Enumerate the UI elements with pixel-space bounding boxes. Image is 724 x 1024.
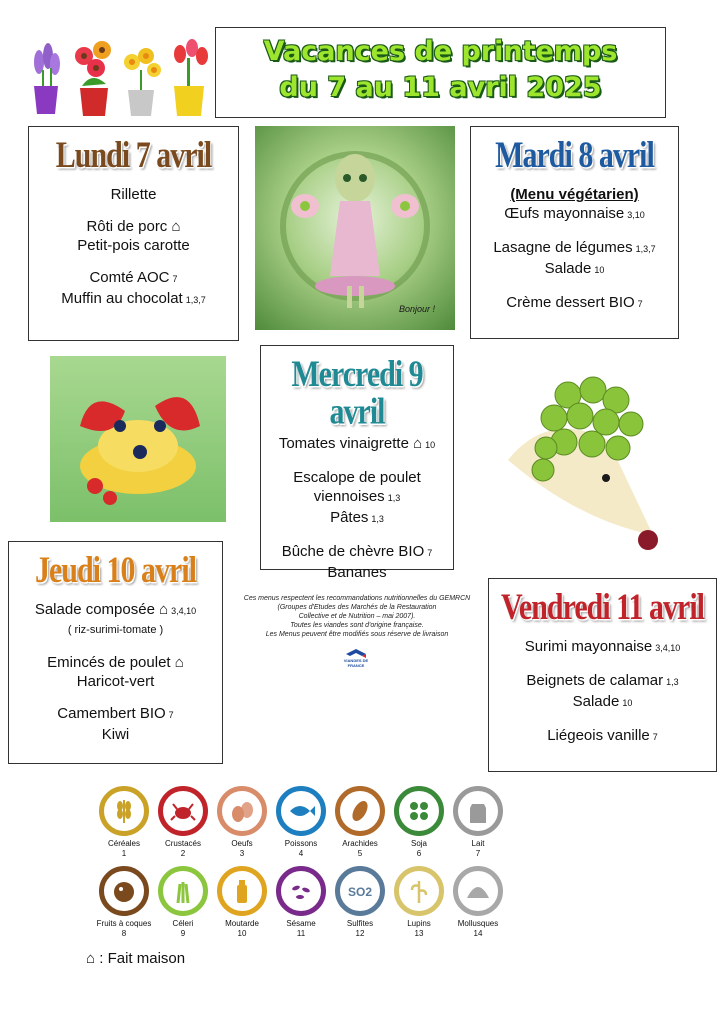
allergen-name: Mollusques [457, 919, 499, 928]
menu-item: Liégeois vanille [547, 727, 650, 744]
menu-item: Petit-pois carotte [77, 237, 190, 254]
allergen-name: Poissons [284, 839, 318, 848]
menu-item: Bananes [327, 564, 387, 581]
menu-item: Rôti de porc ⌂ [86, 218, 181, 235]
allergen-codes: 3,4,10 [171, 606, 197, 616]
shell-icon [453, 866, 503, 916]
allergen-number: 5 [357, 849, 363, 858]
allergen-codes: 1,3,7 [185, 295, 206, 305]
allergen-number: 10 [237, 929, 247, 938]
allergen-number: 9 [180, 929, 186, 938]
allergen-codes: 7 [637, 299, 643, 309]
allergen-codes: 1,3 [371, 514, 384, 524]
allergen-number: 14 [473, 929, 483, 938]
menu-item: Muffin au chocolat [61, 290, 183, 307]
allergen-name: Céleri [172, 919, 194, 928]
day-title-wednesday: Mercredi 9 avril [291, 353, 423, 433]
fish-icon [276, 786, 326, 836]
allergen-codes: 10 [594, 265, 605, 275]
allergen-codes: 3,4,10 [655, 643, 681, 653]
menu-item: Kiwi [101, 726, 130, 743]
day-title-monday: Lundi 7 avril [55, 134, 212, 176]
menu-item: Haricot-vert [76, 673, 155, 690]
celery-icon [158, 866, 208, 916]
peanut-icon [335, 786, 385, 836]
sesame-icon [276, 866, 326, 916]
viandes-de-france-logo [342, 646, 370, 674]
allergen-name: Sésame [286, 919, 316, 928]
allergen-14 [443, 866, 513, 939]
nuts-icon [99, 866, 149, 916]
allergen-number: 13 [414, 929, 424, 938]
soy-icon [394, 786, 444, 836]
allergen-codes: 7 [168, 710, 174, 720]
menu-item: Crème dessert BIO [506, 294, 635, 311]
image-caption: Bonjour ! [399, 304, 436, 314]
day-title-thursday: Jeudi 10 avril [34, 549, 196, 591]
fait-maison-text: : Fait maison [99, 950, 186, 967]
menu-item: viennoises [313, 488, 385, 505]
house-icon: ⌂ [86, 950, 96, 967]
allergen-codes: 10 [622, 698, 633, 708]
milk-icon [453, 786, 503, 836]
menu-item: Beignets de calamar [526, 672, 664, 689]
menu-item: Surimi mayonnaise [524, 638, 653, 655]
allergen-codes: 7 [172, 274, 178, 284]
allergen-name: Céréales [107, 839, 140, 848]
allergen-codes: 10 [425, 440, 436, 450]
note-line: (Groupes d'Etudes des Marchés de la Restauration [277, 604, 437, 611]
grape-hedgehog-image [488, 350, 676, 563]
allergen-codes: 3,10 [627, 210, 645, 220]
menu-item-detail: ( riz-surimi-tomate ) [67, 624, 164, 636]
menu-item: Comté AOC [89, 269, 170, 286]
day-box-thursday [8, 541, 223, 764]
allergen-7 [443, 786, 513, 859]
mustard-icon [217, 866, 267, 916]
note-line: Ces menus respectent les recommandations nutritionnelles du GEMRCN [243, 595, 471, 602]
allergen-name: Crustacés [164, 839, 201, 848]
day-title-tuesday: Mardi 8 avril [495, 134, 654, 176]
menu-item: Rillette [110, 186, 157, 203]
svg-text:SO2: SO2 [347, 885, 373, 899]
strawberry-dessert-image [50, 356, 226, 522]
allergen-name: Soja [410, 839, 427, 848]
allergen-codes: 7 [652, 732, 658, 742]
allergen-codes: 1,3,7 [635, 244, 656, 254]
allergen-codes: 1,3 [666, 677, 679, 687]
lupin-icon [394, 866, 444, 916]
day-box-friday [488, 578, 717, 772]
allergen-name: Moutarde [225, 919, 259, 928]
fait-maison-legend [86, 950, 185, 967]
viandes-badge-text: VIANDES DE FRANCE [343, 658, 369, 668]
allergen-codes: 1,3 [387, 493, 401, 503]
allergen-name: Oeufs [231, 839, 253, 848]
header-title-line2: du 7 au 11 avril 2025 [279, 72, 602, 103]
allergen-number: 1 [121, 849, 127, 858]
allergen-name: Lait [471, 839, 485, 848]
wheat-icon [99, 786, 149, 836]
menu-item: Pâtes [330, 509, 369, 526]
day-box-tuesday [470, 126, 679, 339]
note-line: Collective et de Nutrition – mai 2007). [298, 613, 416, 620]
allergen-name: Fruits à coques [96, 919, 152, 928]
allergen-name: Sulfites [346, 919, 374, 928]
menu-item: Bûche de chèvre BIO [281, 543, 425, 560]
note-line: Toutes les viandes sont d'origine française. [290, 622, 424, 629]
allergen-codes: 7 [427, 548, 433, 558]
menu-note: (Menu végétarien) [510, 186, 639, 203]
allergen-number: 7 [475, 849, 481, 858]
allergen-number: 2 [180, 849, 186, 858]
header-title-line1: Vacances de printemps [263, 36, 618, 67]
crab-icon [158, 786, 208, 836]
menu-item: Emincés de poulet ⌂ [47, 654, 184, 671]
menu-item: Œufs mayonnaise [504, 205, 625, 222]
eggs-icon [217, 786, 267, 836]
menu-item: Salade [544, 260, 592, 277]
allergen-number: 12 [355, 929, 365, 938]
fairy-image [255, 126, 455, 330]
note-line: Les Menus peuvent être modifiés sous réserve de livraison [265, 631, 449, 638]
nutrition-note [232, 594, 482, 639]
menu-item: Tomates vinaigrette ⌂ [278, 435, 423, 452]
day-box-monday [28, 126, 239, 341]
menu-item: Salade composée ⌂ [34, 601, 169, 618]
allergen-number: 4 [298, 849, 304, 858]
header-title-box [215, 27, 666, 118]
allergen-name: Arachides [342, 839, 378, 848]
day-title-friday: Vendredi 11 avril [500, 586, 705, 628]
menu-item: Camembert BIO [57, 705, 166, 722]
flower-pots-image [22, 26, 212, 124]
allergen-number: 3 [239, 849, 245, 858]
allergen-number: 8 [121, 929, 127, 938]
menu-item: Escalope de poulet [293, 469, 421, 486]
allergen-number: 11 [296, 929, 306, 938]
day-box-wednesday [260, 345, 454, 581]
sulfites-icon [335, 866, 385, 916]
allergen-name: Lupins [407, 919, 431, 928]
menu-item: Lasagne de légumes [493, 239, 633, 256]
menu-item: Salade [572, 693, 620, 710]
allergen-number: 6 [416, 849, 422, 858]
